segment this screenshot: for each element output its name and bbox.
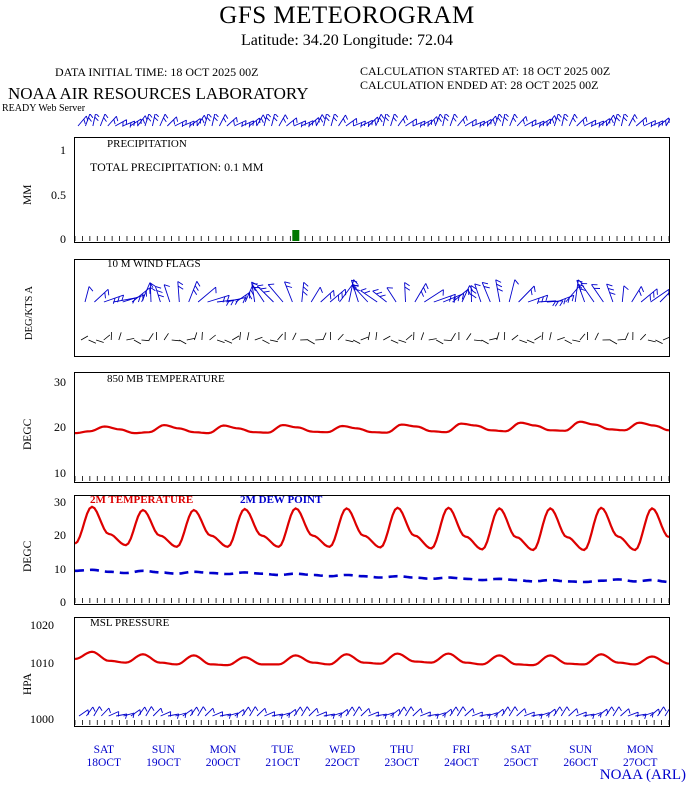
day-label-18oct [74, 744, 134, 770]
t2m-ytick-10: 10 [54, 562, 66, 576]
day-label-dow: SAT [510, 744, 532, 756]
mslp-ytick-1020: 1020 [30, 618, 54, 632]
day-label-24oct [431, 744, 491, 770]
mslp-ytick-1000: 1000 [30, 712, 54, 726]
data-initial-time: DATA INITIAL TIME: 18 OCT 2025 00Z [55, 65, 259, 79]
wind-flags-plot [75, 260, 669, 356]
day-label-dow: WED [329, 744, 356, 756]
t2m-ytick-30: 30 [54, 495, 66, 509]
laboratory-name: NOAA AIR RESOURCES LABORATORY [8, 84, 309, 103]
mslp-ytick-1010: 1010 [30, 656, 54, 670]
upper-wind-barb-strip [74, 114, 670, 136]
precip-ytick-0.0: 0 [60, 232, 66, 246]
t2m-axis-label: DEGC [22, 540, 34, 572]
day-label-22oct [312, 744, 372, 770]
day-label-date: 27OCT [622, 757, 658, 769]
day-label-dow: FRI [452, 744, 471, 756]
ready-server-label: READY Web Server [2, 103, 86, 114]
day-label-date: 24OCT [444, 757, 479, 769]
temp850-title: 850 MB TEMPERATURE [107, 373, 225, 385]
precip-axis-label: MM [22, 184, 34, 205]
pressure-plot [75, 618, 669, 726]
t850-ytick-10: 10 [54, 466, 66, 480]
page-title: GFS METEOROGRAM [219, 2, 475, 29]
day-label-25oct [491, 744, 551, 770]
t850-ytick-30: 30 [54, 375, 66, 389]
t2m-ytick-20: 20 [54, 528, 66, 542]
day-label-20oct [193, 744, 253, 770]
temp2m-legend-dewpoint: 2M DEW POINT [240, 494, 323, 506]
day-axis-labels [0, 744, 694, 784]
precipitation-plot [75, 138, 669, 242]
day-label-date: 19OCT [146, 757, 181, 769]
t850-ytick-20: 20 [54, 420, 66, 434]
day-label-date: 23OCT [384, 757, 420, 769]
precipitation-panel [74, 137, 670, 243]
day-label-date: 22OCT [324, 757, 360, 769]
day-label-dow: TUE [271, 744, 294, 756]
precip-ytick-0.5: 0.5 [51, 188, 66, 202]
day-label-date: 26OCT [563, 757, 598, 769]
precipitation-title: PRECIPITATION [107, 138, 187, 150]
calculation-times [360, 64, 610, 92]
temp850-plot [75, 373, 669, 482]
day-label-dow: SUN [151, 744, 175, 756]
day-label-date: 21OCT [265, 757, 300, 769]
day-label-dow: THU [389, 744, 414, 756]
wind-flags-title: 10 M WIND FLAGS [107, 258, 201, 270]
wind-flags-panel [74, 259, 670, 357]
day-label-date: 25OCT [503, 757, 539, 769]
calculation-ended: CALCULATION ENDED AT: 28 OCT 2025 00Z [360, 78, 599, 92]
precip-ytick-1.0: 1 [60, 143, 66, 157]
day-label-dow: SAT [93, 744, 115, 756]
temp2m-legend-temperature: 2M TEMPERATURE [90, 494, 194, 506]
day-label-19oct [133, 744, 193, 770]
temp2m-panel [74, 495, 670, 605]
calculation-started: CALCULATION STARTED AT: 18 OCT 2025 00Z [360, 64, 611, 78]
day-label-23oct [372, 744, 432, 770]
pressure-panel [74, 617, 670, 727]
footer-credit: NOAA (ARL) [599, 767, 686, 783]
pressure-title: MSL PRESSURE [90, 617, 170, 629]
mslp-axis-label: HPA [22, 673, 34, 695]
day-label-date: 20OCT [205, 757, 241, 769]
day-label-dow: MON [626, 744, 654, 756]
t850-axis-label: DEGC [22, 418, 34, 450]
page-subtitle: Latitude: 34.20 Longitude: 72.04 [241, 32, 453, 49]
day-label-date: 18OCT [86, 757, 122, 769]
upper-barbs-svg [74, 114, 670, 136]
precipitation-total: TOTAL PRECIPITATION: 0.1 MM [90, 160, 264, 174]
day-label-dow: MON [209, 744, 237, 756]
temp850-panel [74, 372, 670, 483]
temp2m-plot [75, 496, 669, 604]
wind-axis-label: DEG/KTS A [24, 286, 35, 340]
day-label-21oct [253, 744, 313, 770]
t2m-ytick-0: 0 [60, 595, 66, 609]
day-label-dow: SUN [569, 744, 593, 756]
